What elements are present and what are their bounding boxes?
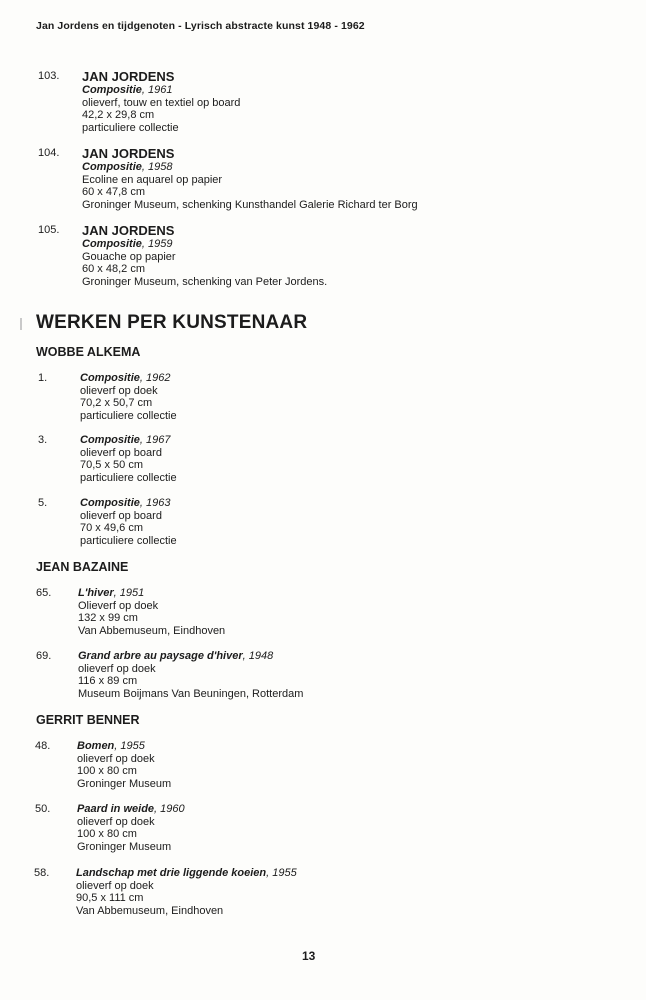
entry-collection: particuliere collectie <box>80 534 177 547</box>
entry-number: 5. <box>38 497 48 509</box>
entry-year: , 1955 <box>114 740 145 752</box>
entry-size: 60 x 48,2 cm <box>82 263 145 276</box>
entry-size: 100 x 80 cm <box>77 765 137 778</box>
entry-number: 104. <box>38 147 60 159</box>
entry-medium: Ecoline en aquarel op papier <box>82 173 223 186</box>
entry-title: Paard in weide <box>77 803 155 815</box>
entry-artist: JAN JORDENS <box>82 69 175 84</box>
entry-title-line <box>80 372 177 385</box>
entry-collection: particuliere collectie <box>80 471 177 484</box>
entry-medium: olieverf op doek <box>78 662 156 675</box>
artist-heading: WOBBE ALKEMA <box>36 345 141 359</box>
entry-size: 70 x 49,6 cm <box>80 522 143 535</box>
entry-title-line <box>76 867 297 880</box>
entry-collection: Van Abbemuseum, Eindhoven <box>76 904 224 917</box>
entry-number: 3. <box>38 434 48 446</box>
entry-title: Bomen <box>77 740 115 752</box>
entry-medium: olieverf op board <box>80 509 162 522</box>
entry-title-line <box>80 497 177 510</box>
entry-title: Compositie <box>82 238 142 250</box>
entry-year: , 1962 <box>139 372 171 384</box>
entry-title-line <box>77 740 171 753</box>
entry-artist: JAN JORDENS <box>82 223 175 238</box>
entry-size: 70,5 x 50 cm <box>80 459 143 472</box>
entry-size: 42,2 x 29,8 cm <box>82 109 155 122</box>
margin-mark <box>20 318 22 330</box>
entry-number: 1. <box>38 372 48 384</box>
entry-size: 60 x 47,8 cm <box>82 186 145 199</box>
entry-medium: olieverf op doek <box>77 752 155 765</box>
artist-heading: GERRIT BENNER <box>36 713 140 727</box>
page-number: 13 <box>302 949 316 963</box>
entry-collection: Groninger Museum <box>77 840 172 853</box>
section-heading: WERKEN PER KUNSTENAAR <box>36 312 308 333</box>
entry-year: , 1951 <box>113 587 145 599</box>
entry-number: 69. <box>36 650 52 662</box>
entry-title: Compositie <box>80 434 140 446</box>
entry-collection: Van Abbemuseum, Eindhoven <box>78 624 226 637</box>
entry-medium: olieverf, touw en textiel op board <box>82 96 241 109</box>
entry-title: Compositie <box>80 497 140 509</box>
entry-medium: olieverf op doek <box>77 815 155 828</box>
entry-title-line <box>78 587 225 600</box>
entry-year: , 1963 <box>139 497 171 509</box>
entry-medium: Olieverf op doek <box>78 599 159 612</box>
entry-title-line <box>82 238 327 251</box>
entry-title-line <box>82 161 418 174</box>
entry-year: , 1955 <box>266 867 297 879</box>
entry-number: 48. <box>35 740 51 752</box>
entry-title: Compositie <box>82 84 142 96</box>
entry-title: Compositie <box>82 161 142 173</box>
entry-title: Compositie <box>80 372 140 384</box>
entry-size: 116 x 89 cm <box>78 675 138 688</box>
entry-year: , 1960 <box>154 803 185 815</box>
entry-number: 58. <box>34 867 50 879</box>
entry-collection: Groninger Museum, schenking Kunsthandel Galerie Richard ter Borg <box>82 198 418 211</box>
entry-size: 100 x 80 cm <box>77 828 137 841</box>
entry-title-line <box>77 803 185 816</box>
entry-title: L'hiver <box>78 587 114 599</box>
entry-collection: particuliere collectie <box>82 121 179 134</box>
entry-collection: Groninger Museum, schenking van Peter Jordens. <box>82 275 328 288</box>
entry-size: 90,5 x 111 cm <box>76 892 144 905</box>
entry-title-line <box>78 650 303 663</box>
entry-medium: olieverf op board <box>80 446 162 459</box>
entry-medium: olieverf op doek <box>76 879 154 892</box>
entry-number: 65. <box>36 587 52 599</box>
entry-year: , 1967 <box>139 434 171 446</box>
entry-collection: Groninger Museum <box>77 777 172 790</box>
entry-year: , 1948 <box>242 650 274 662</box>
entry-size: 132 x 99 cm <box>78 612 138 625</box>
entry-number: 50. <box>35 803 51 815</box>
entry-medium: olieverf op doek <box>80 384 158 397</box>
entry-year: , 1959 <box>141 238 173 250</box>
entry-year: , 1958 <box>141 161 173 173</box>
entry-title-line <box>82 84 240 97</box>
entry-year: , 1961 <box>141 84 173 96</box>
entry-size: 70,2 x 50,7 cm <box>80 397 153 410</box>
entry-title: Landschap met drie liggende koeien <box>76 867 267 879</box>
running-header: Jan Jordens en tijdgenoten - Lyrisch abstracte kunst 1948 - 1962 <box>36 20 365 32</box>
entry-artist: JAN JORDENS <box>82 146 175 161</box>
entry-medium: Gouache op papier <box>82 250 176 263</box>
entry-title: Grand arbre au paysage d'hiver <box>78 650 243 662</box>
entry-number: 103. <box>38 70 60 82</box>
entry-number: 105. <box>38 224 60 236</box>
entry-collection: particuliere collectie <box>80 409 177 422</box>
entry-collection: Museum Boijmans Van Beuningen, Rotterdam <box>78 687 304 700</box>
entry-title-line <box>80 434 177 447</box>
artist-heading: JEAN BAZAINE <box>36 560 129 574</box>
